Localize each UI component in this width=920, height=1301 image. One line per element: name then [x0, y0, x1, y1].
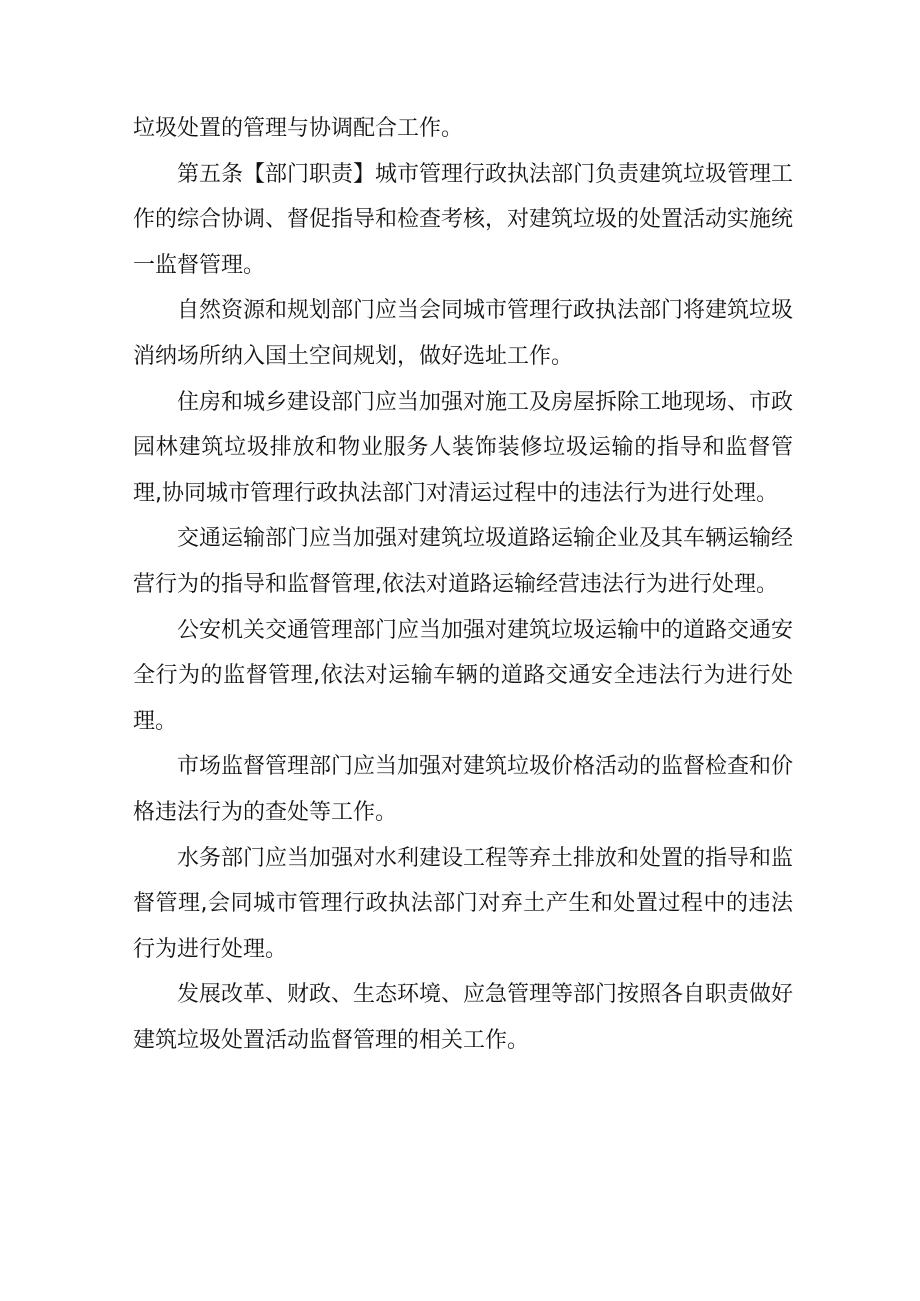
document-body [133, 106, 793, 1063]
paragraph-water-affairs: 水务部门应当加强对水利建设工程等弃土排放和处置的指导和监督管理,会同城市管理行政执法部门对弃土产生和处置过程中的违法行为进行处理。 [133, 845, 794, 962]
paragraph-traffic-police: 公安机关交通管理部门应当加强对建筑垃圾运输中的道路交通安全行为的监督管理,依法对运输车辆的道路交通安全违法行为进行处理。 [133, 617, 794, 734]
paragraph-housing-construction: 住房和城乡建设部门应当加强对施工及房屋拆除工地现场、市政园林建筑垃圾排放和物业服务人装饰装修垃圾运输的指导和监督管理,协同城市管理行政执法部门对清运过程中的违法行为进行处理。 [133, 389, 794, 506]
paragraph-continuation: 垃圾处置的管理与协调配合工作。 [133, 116, 464, 141]
paragraph-article-5: 第五条【部门职责】城市管理行政执法部门负责建筑垃圾管理工作的综合协调、督促指导和检查考核，对建筑垃圾的处置活动实施统一监督管理。 [133, 161, 794, 278]
paragraph-market-supervision: 市场监督管理部门应当加强对建筑垃圾价格活动的监督检查和价格违法行为的查处等工作。 [133, 754, 794, 825]
paragraph-transportation: 交通运输部门应当加强对建筑垃圾道路运输企业及其车辆运输经营行为的指导和监督管理,依法对道路运输经营违法行为进行处理。 [133, 526, 794, 597]
paragraph-other-departments: 发展改革、财政、生态环境、应急管理等部门按照各自职责做好建筑垃圾处置活动监督管理的相关工作。 [133, 982, 794, 1053]
paragraph-natural-resources: 自然资源和规划部门应当会同城市管理行政执法部门将建筑垃圾消纳场所纳入国土空间规划，做好选址工作。 [133, 298, 794, 369]
